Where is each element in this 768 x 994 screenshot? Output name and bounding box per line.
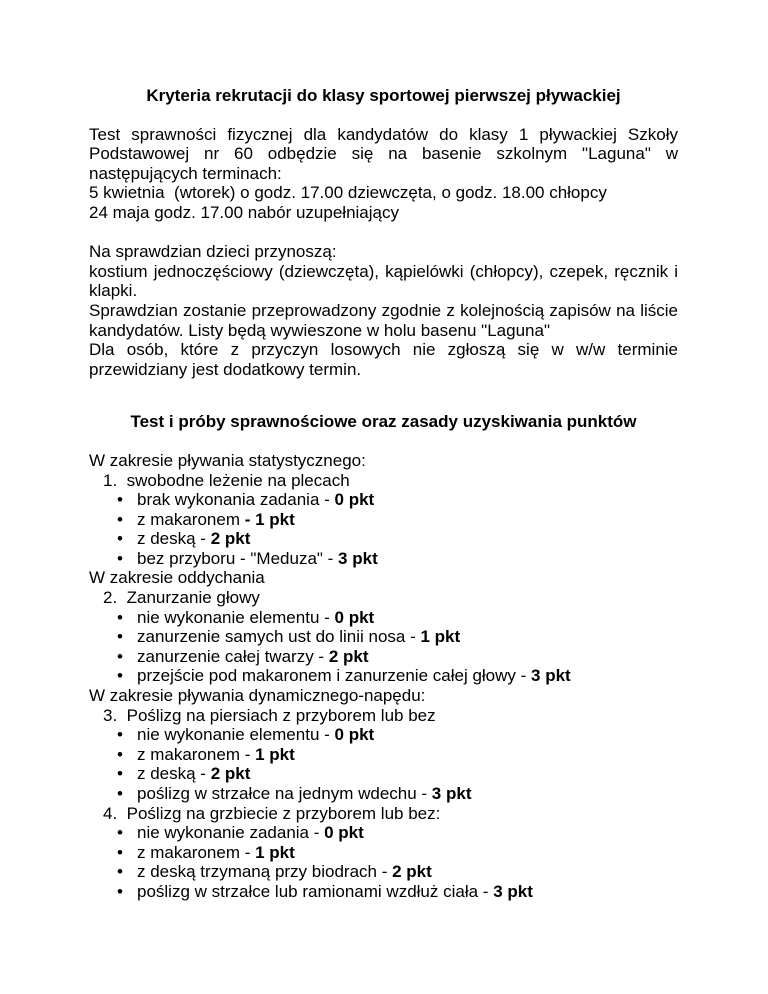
bullet-icon: • xyxy=(117,784,123,803)
scoring-list xyxy=(89,725,678,803)
scoring-criterion: z makaronem xyxy=(137,509,245,529)
scoring-list-item xyxy=(89,843,678,863)
scoring-list-item xyxy=(89,862,678,882)
scoring-list-item xyxy=(89,745,678,765)
scoring-points: 1 pkt xyxy=(420,627,461,647)
scoring-points: 0 pkt xyxy=(334,725,375,745)
scoring-list-item xyxy=(89,764,678,784)
test-item-title: 3. Poślizg na piersiach z przyborem lub bez xyxy=(103,705,436,725)
requirements-lead: Na sprawdzian dzieci przynoszą: xyxy=(89,242,337,262)
test-date-1: 5 kwietnia (wtorek) o godz. 17.00 dziewczęta, o godz. 18.00 chłopcy xyxy=(89,183,607,203)
bullet-icon: • xyxy=(117,490,123,510)
scoring-points: - 1 pkt xyxy=(244,509,295,529)
test-item-title: 1. swobodne leżenie na plecach xyxy=(103,470,350,490)
scoring-points: 1 pkt xyxy=(255,842,295,862)
bullet-icon: • xyxy=(117,881,123,901)
scoring-points: 1 pkt xyxy=(255,744,295,764)
scoring-list-item xyxy=(89,510,678,530)
group-heading: W zakresie oddychania xyxy=(89,568,265,588)
scoring-list xyxy=(89,608,678,686)
scoring-criterion: nie wykonanie elementu - xyxy=(137,607,335,627)
scoring-criterion: brak wykonania zadania - xyxy=(137,490,335,510)
scoring-criterion: z makaronem - xyxy=(137,842,256,862)
bullet-icon: • xyxy=(117,627,123,647)
scoring-points: 2 pkt xyxy=(392,862,432,882)
scoring-points: 2 pkt xyxy=(210,764,251,784)
scoring-points: 3 pkt xyxy=(431,784,472,803)
scoring-criterion: z deską trzymaną przy biodrach - xyxy=(137,862,393,882)
scoring-criterion: z deską - xyxy=(137,529,211,549)
scoring-list-item xyxy=(89,549,678,569)
bullet-icon: • xyxy=(117,548,123,568)
bullet-icon: • xyxy=(117,744,123,764)
bullet-icon: • xyxy=(117,607,123,627)
requirements-extra: Dla osób, które z przyczyn losowych nie zgłoszą się w w/w terminie przewidziany jest dodatkowy termin. xyxy=(89,340,678,379)
scoring-list-item xyxy=(89,627,678,647)
scoring-list-item xyxy=(89,823,678,843)
scoring-list xyxy=(89,490,678,568)
scoring-list-item xyxy=(89,784,678,804)
test-date-2: 24 maja godz. 17.00 nabór uzupełniający xyxy=(89,202,399,222)
scoring-list-item xyxy=(89,647,678,667)
scoring-list-item xyxy=(89,529,678,549)
requirements-items: kostium jednoczęściowy (dziewczęta), kąpielówki (chłopcy), czepek, ręcznik i klapki. xyxy=(89,261,678,301)
section-title: Test i próby sprawnościowe oraz zasady uzyskiwania punktów xyxy=(130,412,637,432)
bullet-icon: • xyxy=(117,509,123,529)
bullet-icon: • xyxy=(117,842,123,862)
scoring-list-item xyxy=(89,725,678,745)
scoring-points: 0 pkt xyxy=(334,490,375,510)
scoring-criterion: zanurzenie samych ust do linii nosa - xyxy=(137,627,421,647)
bullet-icon: • xyxy=(117,823,123,843)
scoring-points: 0 pkt xyxy=(334,607,375,627)
scoring-list-item xyxy=(89,608,678,628)
scoring-criterion: z makaronem - xyxy=(137,744,256,764)
scoring-points: 2 pkt xyxy=(328,646,369,666)
test-item-title: 2. Zanurzanie głowy xyxy=(103,588,260,608)
scoring-points: 3 pkt xyxy=(531,666,571,686)
scoring-points: 3 pkt xyxy=(338,548,378,568)
bullet-icon: • xyxy=(117,666,123,686)
scoring-list-item xyxy=(89,882,678,902)
scoring-list xyxy=(89,823,678,901)
scoring-list-item xyxy=(89,666,678,686)
scoring-criterion: nie wykonanie elementu - xyxy=(137,725,335,745)
scoring-points: 3 pkt xyxy=(493,881,533,901)
bullet-icon: • xyxy=(117,764,123,784)
intro-paragraph: Test sprawności fizycznej dla kandydatów do klasy 1 pływackiej Szkoły Podstawowej nr 60 odbędzie się na basenie szkolnym "Laguna" w następujących terminach: xyxy=(89,124,678,183)
bullet-icon: • xyxy=(117,725,123,745)
spacer xyxy=(89,223,678,243)
bullet-icon: • xyxy=(117,862,123,882)
test-groups xyxy=(89,451,678,902)
scoring-criterion: nie wykonanie zadania - xyxy=(137,823,325,843)
bullet-icon: • xyxy=(117,529,123,549)
document-title: Kryteria rekrutacji do klasy sportowej pierwszej pływackiej xyxy=(146,86,621,105)
bullet-icon: • xyxy=(117,646,123,666)
document-content xyxy=(89,86,678,902)
requirements-order: Sprawdzian zostanie przeprowadzony zgodnie z kolejnością zapisów na liście kandydatów. Listy będą wywieszone w holu basenu "Laguna" xyxy=(89,300,678,340)
group-heading: W zakresie pływania statystycznego: xyxy=(89,450,366,470)
scoring-criterion: z deską - xyxy=(137,764,211,784)
scoring-criterion: przejście pod makaronem i zanurzenie całej głowy - xyxy=(137,666,532,686)
scoring-criterion: poślizg w strzałce lub ramionami wzdłuż ciała - xyxy=(137,881,494,901)
group-heading: W zakresie pływania dynamicznego-napędu: xyxy=(89,686,426,706)
scoring-criterion: bez przyboru - "Meduza" - xyxy=(137,548,339,568)
scoring-points: 0 pkt xyxy=(324,823,364,843)
scoring-criterion: poślizg w strzałce na jednym wdechu - xyxy=(137,784,432,803)
scoring-points: 2 pkt xyxy=(210,529,251,549)
scoring-list-item xyxy=(89,490,678,510)
scoring-criterion: zanurzenie całej twarzy - xyxy=(137,646,329,666)
test-item-title: 4. Poślizg na grzbiecie z przyborem lub bez: xyxy=(103,803,441,823)
